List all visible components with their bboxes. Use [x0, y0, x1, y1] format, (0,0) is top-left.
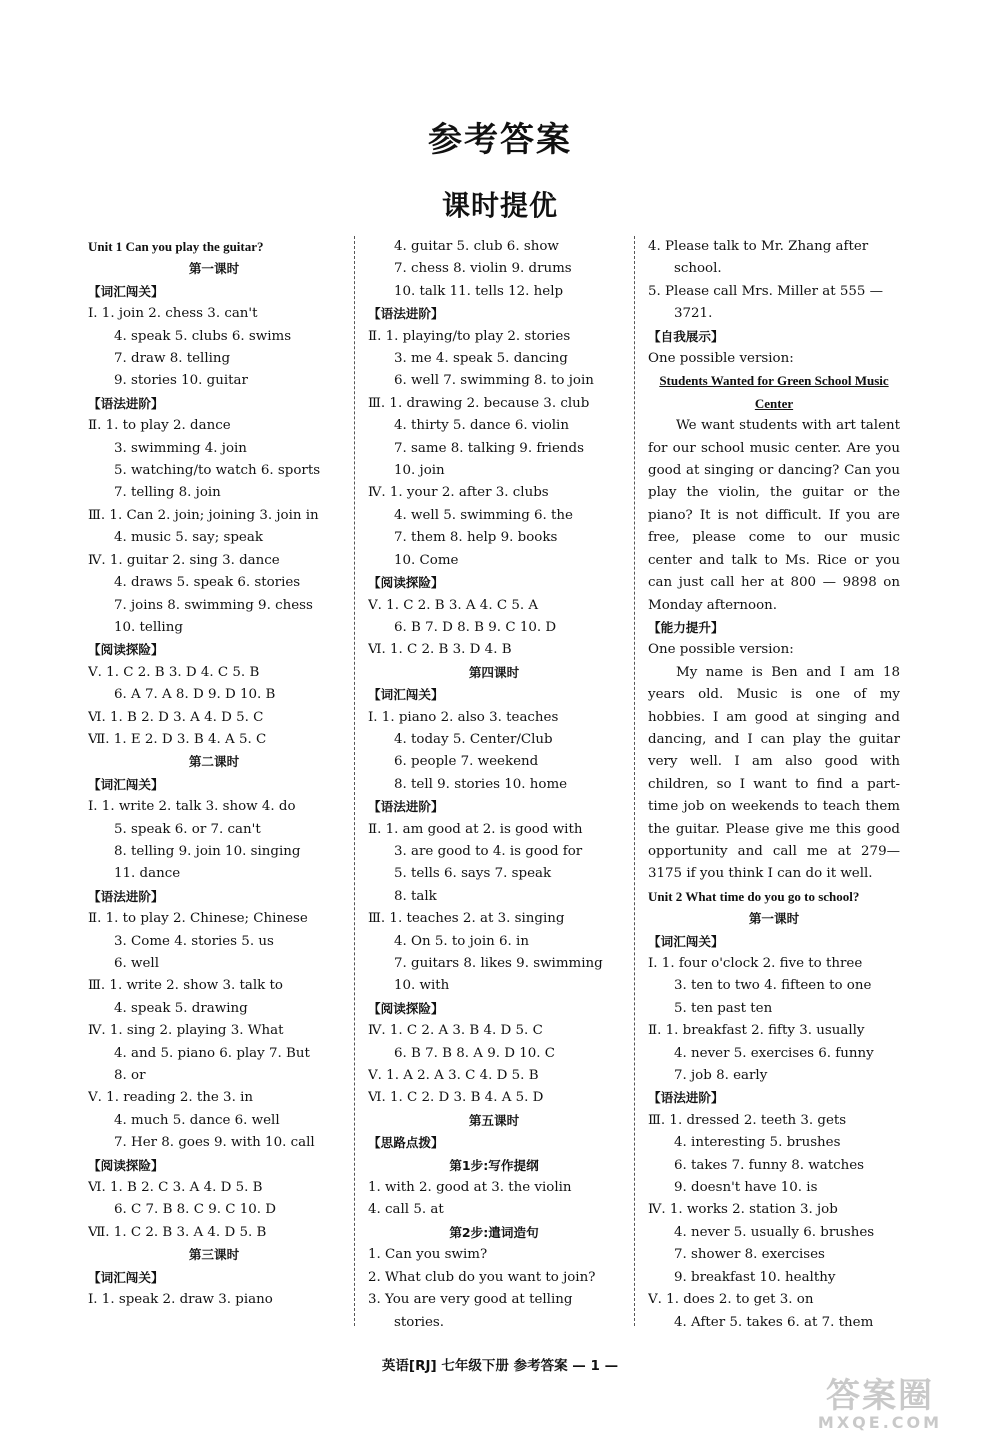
essay-paragraph: We want students with art talent for our school music center. Are you good at singing or dancing? Can you play the violin, the guitar or the piano? It is not difficult. If you are free, please come to our music center and talk to Ms. Rice or you can just call her at 800 — 9898 on Monday afternoon.: [648, 418, 900, 613]
answer-line: 4. thirty 5. dance 6. violin: [394, 418, 569, 434]
answer-line: Ⅱ. 1. breakfast 2. fifty 3. usually: [648, 1023, 865, 1039]
answer-line: 6. B 7. B 8. A 9. D 10. C: [394, 1045, 556, 1061]
answer-line: 6. A 7. A 8. D 9. D 10. B: [114, 687, 276, 703]
answer-line: Ⅵ. 1. B 2. C 3. A 4. D 5. B: [88, 1180, 263, 1196]
answer-line: 5. Please call Mrs. Miller at 555 —: [648, 283, 884, 299]
answer-line: Ⅴ. 1. does 2. to get 3. on: [648, 1292, 814, 1308]
section-heading: 【词汇闯关】: [88, 283, 164, 299]
answer-line: 7. job 8. early: [674, 1068, 768, 1084]
answer-line: 1. with 2. good at 3. the violin: [368, 1180, 572, 1196]
answer-line: 4. never 5. exercises 6. funny: [674, 1045, 874, 1061]
answer-line: Ⅳ. 1. guitar 2. sing 3. dance: [88, 552, 280, 568]
answer-line: Ⅶ. 1. C 2. B 3. A 4. D 5. B: [88, 1224, 267, 1240]
answer-line: 3. me 4. speak 5. dancing: [394, 351, 568, 367]
answer-line: Ⅰ. 1. speak 2. draw 3. piano: [88, 1292, 273, 1308]
answer-line: 3. Come 4. stories 5. us: [114, 933, 274, 949]
answer-line: 3. are good to 4. is good for: [394, 843, 583, 859]
answer-line: 4. and 5. piano 6. play 7. But: [114, 1045, 310, 1061]
answer-line: 10. talk 11. tells 12. help: [394, 283, 564, 299]
answer-line: 9. doesn't have 10. is: [674, 1180, 818, 1196]
answer-line: 5. speak 6. or 7. can't: [114, 821, 261, 837]
answer-line: 4. music 5. say; speak: [114, 530, 263, 546]
answer-line: Ⅱ. 1. am good at 2. is good with: [368, 821, 583, 837]
section-heading: 【词汇闯关】: [368, 687, 444, 703]
answer-line: 4. After 5. takes 6. at 7. them: [674, 1314, 874, 1330]
answer-line: One possible version:: [648, 351, 794, 367]
answer-line: school.: [674, 261, 722, 277]
answer-line: 7. Her 8. goes 9. with 10. call: [114, 1135, 315, 1151]
unit-heading: Unit 1 Can you play the guitar?: [88, 239, 264, 254]
lesson-heading: 第一课时: [188, 261, 240, 277]
watermark-logo: [782, 1378, 978, 1436]
essay-title: Students Wanted for Green School Music Center: [659, 373, 889, 411]
section-heading: 【自我展示】: [648, 328, 724, 344]
answer-line: 6. well 7. swimming 8. to join: [394, 373, 594, 389]
section-heading: 【词汇闯关】: [648, 933, 724, 949]
answer-line: Ⅳ. 1. works 2. station 3. job: [648, 1202, 838, 1218]
column-divider: [354, 236, 355, 1326]
answer-line: 8. or: [114, 1068, 146, 1084]
answer-line: Ⅰ. 1. join 2. chess 3. can't: [88, 306, 258, 322]
answer-line: 6. well: [114, 956, 159, 971]
section-heading: 【阅读探险】: [368, 1000, 444, 1016]
answer-line: Ⅴ. 1. reading 2. the 3. in: [88, 1090, 253, 1106]
answer-line: 4. much 5. dance 6. well: [114, 1112, 280, 1128]
column-divider: [634, 236, 635, 1326]
essay-paragraph: My name is Ben and I am 18 years old. Music is one of my hobbies. I am good at singing and dancing, and I can play the guitar very well. I am also good with children, so I want to find a part-time job on weekends to teach them the guitar. Please give me this good opportunity and call me at 279—3175 if you think I can do it well.: [648, 664, 900, 882]
answer-line: Ⅳ. 1. sing 2. playing 3. What: [88, 1023, 284, 1039]
answer-line: Ⅴ. 1. C 2. B 3. D 4. C 5. B: [88, 664, 260, 680]
lesson-heading: 第三课时: [188, 1247, 240, 1263]
answer-line: Ⅰ. 1. write 2. talk 3. show 4. do: [88, 799, 296, 815]
answer-line: 3. swimming 4. join: [114, 440, 247, 456]
answer-line: 6. people 7. weekend: [394, 754, 539, 770]
answer-line: 3. ten to two 4. fifteen to one: [674, 978, 872, 994]
answer-line: 4. interesting 5. brushes: [674, 1135, 841, 1151]
answer-line: 3. You are very good at telling: [368, 1292, 573, 1308]
answer-line: 10. with: [394, 978, 450, 994]
answer-line: 7. them 8. help 9. books: [394, 530, 558, 546]
answer-line: Ⅱ. 1. playing/to play 2. stories: [368, 328, 571, 344]
answer-line: Ⅲ. 1. dressed 2. teeth 3. gets: [648, 1112, 847, 1128]
answer-line: 5. ten past ten: [674, 1000, 773, 1016]
answer-line: 6. C 7. B 8. C 9. C 10. D: [114, 1202, 277, 1218]
answer-line: 4. well 5. swimming 6. the: [394, 507, 573, 523]
answer-line: 8. talk: [394, 888, 437, 904]
lesson-heading: 第2步:遣词造句: [449, 1224, 539, 1240]
section-heading: 【词汇闯关】: [88, 776, 164, 792]
answer-line: Ⅰ. 1. piano 2. also 3. teaches: [368, 709, 559, 725]
answer-line: 4. speak 5. clubs 6. swims: [114, 328, 292, 344]
section-heading: 【阅读探险】: [88, 1157, 164, 1173]
answer-line: 2. What club do you want to join?: [368, 1269, 596, 1285]
answer-line: Ⅰ. 1. four o'clock 2. five to three: [648, 956, 863, 971]
section-heading: 【思路点拨】: [368, 1135, 444, 1151]
section-heading: 【语法进阶】: [368, 799, 444, 815]
watermark-text: 答案圈: [826, 1376, 934, 1416]
lesson-heading: 第二课时: [188, 754, 240, 770]
answer-line: 1. Can you swim?: [368, 1247, 488, 1263]
answer-line: 6. B 7. D 8. B 9. C 10. D: [394, 619, 557, 635]
answer-line: 5. watching/to watch 6. sports: [114, 463, 321, 479]
answer-line: 4. draws 5. speak 6. stories: [114, 575, 301, 591]
answer-line: One possible version:: [648, 642, 794, 658]
watermark-url: MXQE.COM: [817, 1413, 943, 1432]
answer-line: Ⅵ. 1. B 2. D 3. A 4. D 5. C: [88, 709, 264, 725]
answer-line: Ⅵ. 1. C 2. B 3. D 4. B: [368, 642, 512, 658]
answer-line: Ⅲ. 1. Can 2. join; joining 3. join in: [88, 507, 319, 523]
answer-line: 4. speak 5. drawing: [114, 1000, 248, 1016]
answer-line: 4. guitar 5. club 6. show: [394, 239, 559, 254]
answer-line: 7. guitars 8. likes 9. swimming: [394, 956, 603, 971]
answer-line: 8. telling 9. join 10. singing: [114, 843, 301, 859]
answer-line: 6. takes 7. funny 8. watches: [674, 1157, 865, 1173]
answer-column-3: [648, 236, 900, 1334]
answer-line: 4. today 5. Center/Club: [394, 731, 553, 747]
answer-line: 10. Come: [394, 552, 459, 568]
answer-line: 4. never 5. usually 6. brushes: [674, 1224, 875, 1240]
section-heading: 【语法进阶】: [88, 888, 164, 904]
section-heading: 【词汇闯关】: [88, 1269, 164, 1285]
answer-line: 9. stories 10. guitar: [114, 373, 248, 389]
answer-line: Ⅱ. 1. to play 2. Chinese; Chinese: [88, 911, 308, 927]
answer-line: 4. call 5. at: [368, 1202, 444, 1218]
answer-line: 7. same 8. talking 9. friends: [394, 440, 584, 456]
unit-heading: Unit 2 What time do you go to school?: [648, 888, 860, 904]
answer-line: Ⅴ. 1. C 2. B 3. A 4. C 5. A: [368, 597, 539, 613]
answer-column-2: [368, 236, 620, 1334]
answer-line: 7. draw 8. telling: [114, 351, 231, 367]
answer-line: 7. joins 8. swimming 9. chess: [114, 597, 313, 613]
answer-line: Ⅳ. 1. C 2. A 3. B 4. D 5. C: [368, 1023, 543, 1039]
answer-column-1: [88, 236, 340, 1312]
answer-line: 10. join: [394, 463, 445, 479]
answer-line: 7. telling 8. join: [114, 485, 221, 501]
section-heading: 【能力提升】: [648, 619, 724, 635]
lesson-heading: 第四课时: [468, 664, 520, 680]
answer-line: 4. Please talk to Mr. Zhang after: [648, 239, 869, 254]
answer-line: Ⅱ. 1. to play 2. dance: [88, 418, 231, 434]
answer-line: stories.: [394, 1314, 445, 1330]
answer-line: 7. chess 8. violin 9. drums: [394, 261, 572, 277]
answer-line: 7. shower 8. exercises: [674, 1247, 825, 1263]
section-heading: 【语法进阶】: [648, 1090, 724, 1106]
lesson-heading: 第一课时: [748, 911, 800, 927]
lesson-heading: 第五课时: [468, 1112, 520, 1128]
answer-line: Ⅶ. 1. E 2. D 3. B 4. A 5. C: [88, 731, 267, 747]
answer-line: Ⅳ. 1. your 2. after 3. clubs: [368, 485, 549, 501]
answer-line: 11. dance: [114, 866, 181, 882]
answer-line: Ⅴ. 1. A 2. A 3. C 4. D 5. B: [368, 1068, 539, 1084]
answer-line: 8. tell 9. stories 10. home: [394, 776, 568, 792]
section-heading: 【语法进阶】: [368, 306, 444, 322]
answer-line: 9. breakfast 10. healthy: [674, 1269, 836, 1285]
answer-line: 3721.: [674, 306, 713, 322]
answer-line: Ⅲ. 1. write 2. show 3. talk to: [88, 978, 283, 994]
answer-line: Ⅵ. 1. C 2. D 3. B 4. A 5. D: [368, 1090, 544, 1106]
lesson-heading: 第1步:写作提纲: [449, 1157, 539, 1173]
section-heading: 【阅读探险】: [88, 642, 164, 658]
section-title: 课时提优: [441, 189, 558, 222]
answer-line: 5. tells 6. says 7. speak: [394, 866, 552, 882]
answer-line: 10. telling: [114, 619, 183, 635]
answer-line: Ⅲ. 1. teaches 2. at 3. singing: [368, 911, 565, 927]
section-heading: 【语法进阶】: [88, 395, 164, 411]
answer-line: Ⅲ. 1. drawing 2. because 3. club: [368, 395, 590, 411]
page-footer: 英语[RJ] 七年级下册 参考答案 — 1 —: [381, 1358, 619, 1374]
answer-line: 4. On 5. to join 6. in: [394, 933, 529, 949]
section-heading: 【阅读探险】: [368, 575, 444, 591]
page-title: 参考答案: [428, 120, 572, 160]
